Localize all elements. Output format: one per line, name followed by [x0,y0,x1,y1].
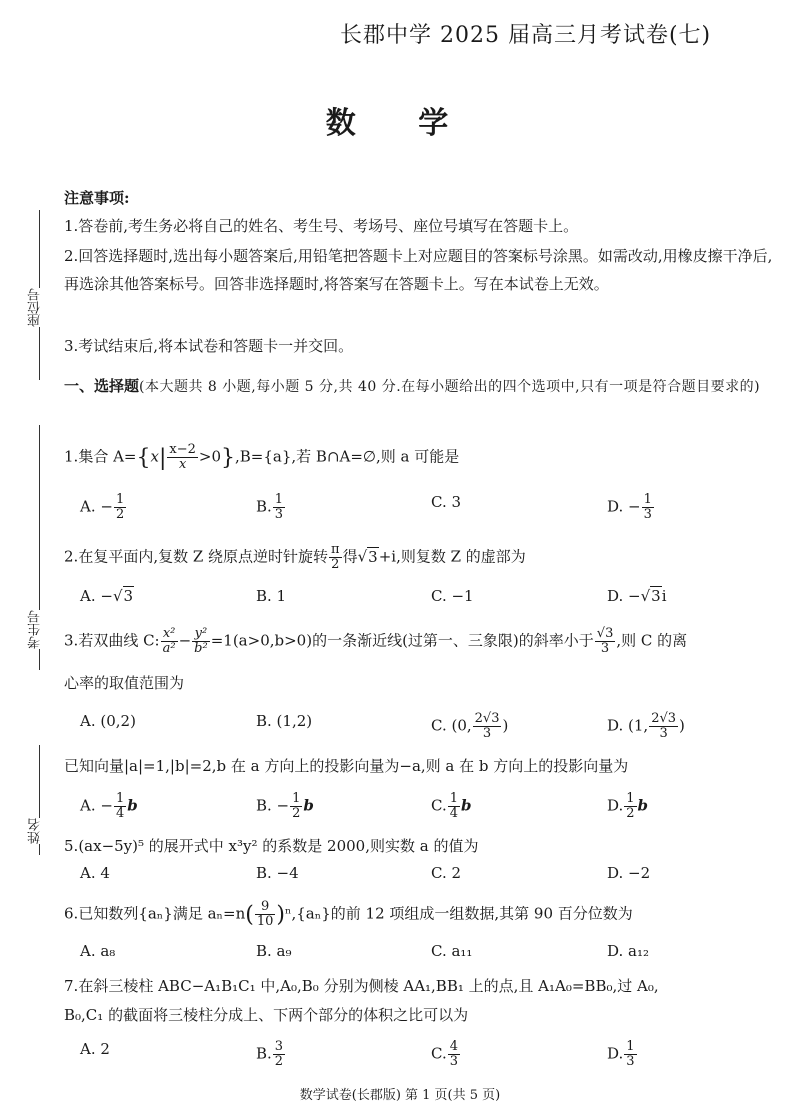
option-b[interactable]: B. (1,2) [256,712,313,730]
section-title: 一、选择题 [64,377,140,395]
question-7-line2: B₀,C₁ 的截面将三棱柱分成上、下两个部分的体积之比可以为 [64,1006,469,1024]
section-note: (本大题共 8 小题,每小题 5 分,共 40 分.在每小题给出的四个选项中,只有一项是符合题目要求的) [139,379,761,395]
notice-item: 3.考试结束后,将本试卷和答题卡一并交回。 [64,337,354,355]
option-c[interactable]: C. (0, $\frac{2√3}{3}$ ) [431,711,509,741]
option-d[interactable]: D. − $\frac{1}{3}$ [607,492,652,522]
question-1: 1.集合 A={x| $\frac{x-2}{x}$ >0},B={a},若 B∩A=∅,则 a 可能是 [64,442,460,472]
option-b[interactable]: B. −4 [256,864,299,882]
question-text: ,B={a},若 B∩A=∅,则 a 可能是 [235,447,460,466]
options-q1 [80,492,780,522]
option-b[interactable]: B. a₉ [256,942,292,960]
option-a[interactable]: A. 2 [80,1040,110,1058]
fraction: $\frac{\pi}{2}$ [331,542,340,572]
options-q7 [80,1039,780,1069]
option-d[interactable]: D. a₁₂ [607,942,649,960]
question-number: 1. [64,447,79,466]
section-heading [64,372,786,401]
fraction: $\frac{x-2}{x}$ [169,442,196,472]
option-a[interactable]: A. 4 [80,864,110,882]
option-b[interactable]: B. $\frac{1}{3}$ [256,492,284,522]
options-q2 [80,587,780,613]
option-c[interactable]: C. 3 [431,493,462,511]
question-3: 3.若双曲线 C: $\frac{\text{x²}}{\text{a²}}$ − $\frac{\text{y²}}{\text{b²}}$ =1(a>0,b>0)的一条渐近线(过第一、三象限)的斜率小于 $\frac{√3}{3}$ ,则 C 的离 [64,626,688,656]
option-c[interactable]: C. −1 [431,587,474,605]
option-c[interactable]: C. 2 [431,864,462,882]
option-d[interactable]: D. −2 [607,864,651,882]
option-a[interactable]: A. − $\frac{1}{2}$ [80,492,125,522]
option-c[interactable]: C. $\frac{1}{4}$ b [431,791,472,821]
question-text: >0 [198,447,221,466]
page-footer: 数学试卷(长郡版) 第 1 页(共 5 页) [299,1088,501,1103]
option-a[interactable]: A. (0,2) [80,712,136,730]
option-a[interactable]: A. − $\frac{1}{4}$ b [80,791,138,821]
question-2: 2.在复平面内,复数 Z 绕原点逆时针旋转 $\frac{\pi}{2}$ 得√3+i,则复数 Z 的虚部为 [64,542,526,572]
question-5: 5.(ax−5y)⁵ 的展开式中 x³y² 的系数是 2000,则实数 a 的值为 [64,837,479,855]
option-a[interactable]: A. a₈ [80,942,116,960]
question-3-line2: 心率的取值范围为 [64,674,185,692]
options-q6 [80,942,780,968]
exam-title: 长郡中学 2025 届高三月考试卷(七) [340,23,712,48]
question-4: 已知向量|a|=1,|b|=2,b 在 a 方向上的投影向量为−a,则 a 在 b 方向上的投影向量为 [64,757,629,775]
notice-item: 2.回答选择题时,选出每小题答案后,用铅笔把答题卡上对应题目的答案标号涂黑。如需改动,用橡皮擦干净后,再选涂其他答案标号。回答非选择题时,将答案写在答题卡上。写在本试卷上无效。 [64,247,773,293]
notice-item: 1.答卷前,考生务必将自己的姓名、考生号、考场号、座位号填写在答题卡上。 [64,217,579,235]
question-6: 6.已知数列{aₙ}满足 aₙ=n( $\frac{9}{10}$ )ⁿ,{aₙ}的前 12 项组成一组数据,其第 90 百分位数为 [64,899,633,929]
option-d[interactable]: D. (1, $\frac{2√3}{3}$ ) [607,711,685,741]
option-d[interactable]: D. $\frac{1}{2}$ b [607,791,649,821]
option-b[interactable]: B. 1 [256,587,287,605]
options-q3 [80,711,780,741]
option-b[interactable]: B. $\frac{3}{2}$ [256,1039,284,1069]
side-label-seat: 座位号 [28,288,43,327]
subject-title: 数 学 [325,106,475,141]
option-c[interactable]: C. a₁₁ [431,942,473,960]
option-d[interactable]: D. $\frac{1}{3}$ [607,1039,635,1069]
options-q5 [80,864,780,890]
notice-heading: 注意事项: [64,189,130,207]
option-b[interactable]: B. − $\frac{1}{2}$ b [256,791,314,821]
side-label-name: 姓名 [28,818,43,844]
question-7: 7.在斜三棱柱 ABC−A₁B₁C₁ 中,A₀,B₀ 分别为侧棱 AA₁,BB₁ 上的点,且 A₁A₀=BB₀,过 A₀, [64,977,659,995]
option-d[interactable]: D. −√3i [607,587,667,605]
set-variable: x [150,447,159,466]
question-text: 集合 A= [78,447,137,466]
side-label-exam-number: 考生号 [28,610,43,649]
option-c[interactable]: C. $\frac{4}{3}$ [431,1039,458,1069]
options-q4 [80,791,780,821]
option-a[interactable]: A. −√3 [80,587,134,605]
